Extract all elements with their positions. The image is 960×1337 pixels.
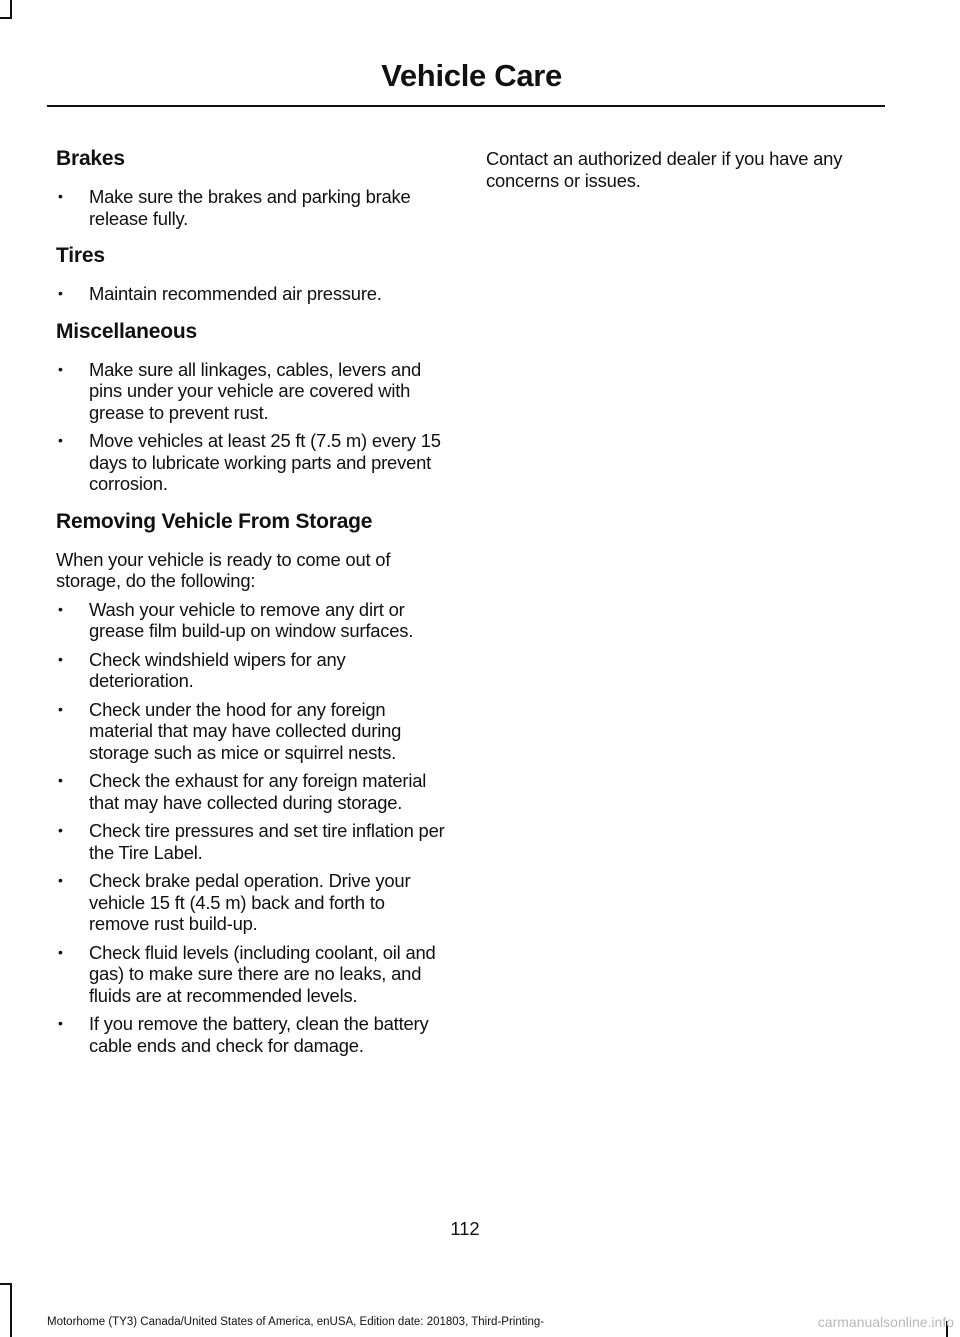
bullet-icon: • [58, 822, 63, 838]
crop-mark-top-left-vertical [10, 0, 12, 18]
removing-intro: When your vehicle is ready to come out of storage, do the following: [56, 548, 391, 591]
list-item: • Maintain recommended air pressure. [58, 283, 382, 304]
page-header-title: Vehicle Care [381, 58, 562, 93]
tires-list [56, 283, 448, 305]
bullet-icon: • [58, 432, 63, 448]
right-column [486, 148, 878, 198]
bullet-icon: • [58, 700, 63, 717]
section-removing-from-storage [56, 509, 448, 1057]
miscellaneous-list [56, 359, 448, 495]
brakes-list [56, 186, 448, 229]
crop-mark-bottom-left-horizontal [0, 1283, 12, 1285]
list-item: • Check fluid levels (including coolant, oil and gas) to make sure there are no leaks, and fluids are at recommended levels. [58, 941, 436, 1006]
section-miscellaneous [56, 319, 448, 495]
list-item: • If you remove the battery, clean the battery cable ends and check for damage. [58, 1013, 429, 1056]
list-item: • Move vehicles at least 25 ft (7.5 m) every 15 days to lubricate working parts and prevent corrosion. [58, 430, 441, 494]
list-item: • Wash your vehicle to remove any dirt or grease film build-up on window surfaces. [58, 598, 414, 641]
section-tires [56, 243, 448, 305]
removing-list [56, 599, 448, 1057]
heading-tires: Tires [56, 244, 105, 267]
list-item: • Check the exhaust for any foreign material that may have collected during storage. [58, 770, 427, 813]
list-item: • Check under the hood for any foreign material that may have collected during storage such as mice or squirrel nests. [58, 698, 402, 763]
bullet-icon: • [58, 360, 63, 377]
heading-miscellaneous: Miscellaneous [56, 319, 197, 343]
header-divider [47, 105, 885, 107]
left-column [56, 146, 448, 1070]
bullet-icon: • [58, 650, 63, 667]
bullet-icon: • [58, 188, 63, 204]
bullet-icon: • [58, 872, 63, 888]
heading-removing-from-storage: Removing Vehicle From Storage [56, 509, 373, 533]
page-number: 112 [450, 1218, 480, 1239]
heading-brakes: Brakes [56, 147, 125, 170]
dealer-contact-text: Contact an authorized dealer if you have any concerns or issues. [486, 148, 843, 191]
list-item: • Check brake pedal operation. Drive your vehicle 15 ft (4.5 m) back and forth to remove rust build-up. [58, 870, 411, 934]
bullet-icon: • [58, 1015, 63, 1031]
crop-mark-bottom-left-vertical [10, 1283, 12, 1337]
section-brakes [56, 146, 448, 229]
bullet-icon: • [58, 943, 63, 960]
watermark: carmanualsonline.info [817, 1314, 954, 1330]
list-item: • Check windshield wipers for any deterioration. [58, 648, 346, 691]
list-item: • Make sure all linkages, cables, levers and pins under your vehicle are covered with grease to prevent rust. [58, 358, 421, 423]
bullet-icon: • [58, 600, 63, 617]
bullet-icon: • [58, 285, 63, 301]
footer-edition-info: Motorhome (TY3) Canada/United States of America, enUSA, Edition date: 201803, Third-Printing- [47, 1316, 545, 1328]
bullet-icon: • [58, 772, 63, 788]
list-item: • Check tire pressures and set tire inflation per the Tire Label. [58, 820, 445, 863]
list-item: • Make sure the brakes and parking brake release fully. [58, 186, 411, 229]
crop-mark-top-left-horizontal [0, 17, 12, 19]
